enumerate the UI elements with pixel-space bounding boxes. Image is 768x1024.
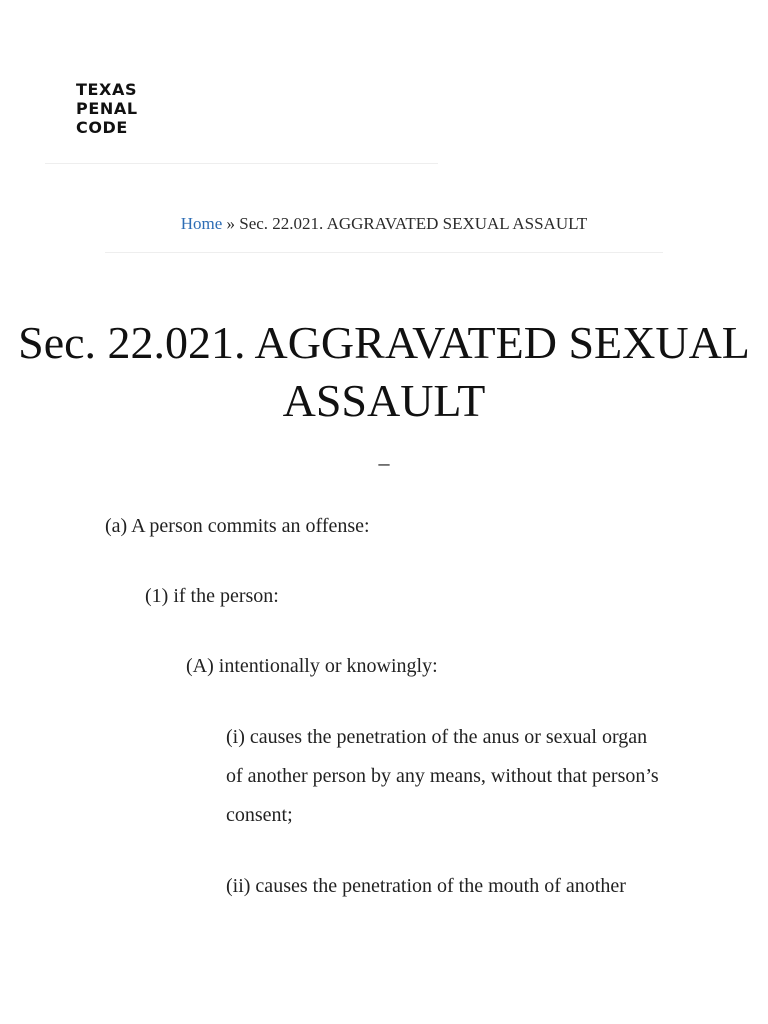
breadcrumb [0, 214, 768, 234]
logo-line-1: TEXAS [76, 80, 138, 99]
subparagraph-ii: (ii) causes the penetration of the mouth of another [226, 875, 626, 897]
breadcrumb-home-link[interactable]: Home [180, 214, 223, 233]
breadcrumb-divider [105, 252, 663, 253]
paragraph-A: (A) intentionally or knowingly: [186, 655, 438, 677]
subsection-a: (a) A person commits an offense: [105, 515, 370, 537]
site-logo[interactable] [76, 80, 138, 137]
page-title: Sec. 22.021. AGGRAVATED SEXUAL ASSAULT [18, 317, 750, 426]
subdivision-1: (1) if the person: [145, 585, 279, 607]
header-divider [45, 163, 438, 164]
title-dash: – [378, 450, 390, 475]
subparagraph-i: (i) causes the penetration of the anus or sexual organ of another person by any means, without that person’s consent; [226, 726, 659, 826]
logo-line-3: CODE [76, 118, 128, 137]
breadcrumb-current: Sec. 22.021. AGGRAVATED SEXUAL ASSAULT [239, 214, 588, 233]
breadcrumb-separator: » [226, 214, 235, 233]
logo-line-2: PENAL [76, 99, 138, 118]
site-header [0, 0, 768, 165]
